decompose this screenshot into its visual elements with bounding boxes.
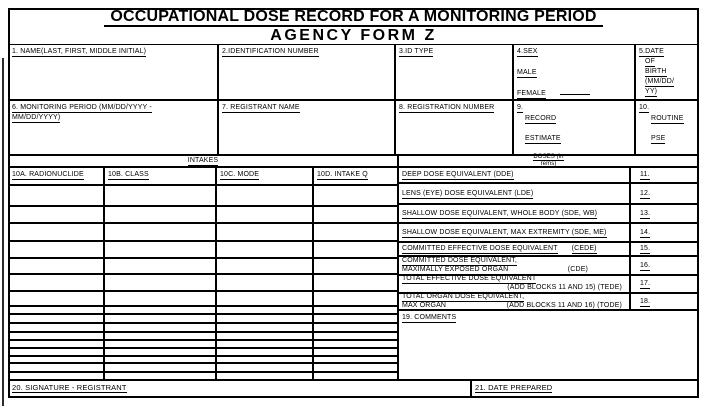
intake-cell xyxy=(8,363,104,372)
cede-abbrev: (CEDE) xyxy=(571,245,597,252)
intake-cell xyxy=(104,185,216,206)
dose-num-18 xyxy=(630,293,699,310)
mode-header: 10C. MODE xyxy=(220,171,260,178)
intake-cell xyxy=(313,206,398,223)
intake-cell xyxy=(8,348,104,356)
intake-cell xyxy=(313,291,398,306)
intake-cell xyxy=(313,348,398,356)
intake-cell xyxy=(104,291,216,306)
registrant-name-label: 7. REGISTRANT NAME xyxy=(222,104,300,111)
intakes-section-label: INTAKES xyxy=(187,157,219,164)
dose-num-11 xyxy=(630,167,699,183)
intake-cell xyxy=(313,356,398,363)
intake-cell xyxy=(216,241,313,258)
intake-cell xyxy=(8,356,104,363)
dob-line: (MM/DD/ xyxy=(645,78,675,85)
block-12: 12. xyxy=(640,189,651,197)
monitoring-period-label: 6. MONITORING PERIOD (MM/DD/YYYY - xyxy=(12,104,152,111)
intake-cell xyxy=(216,356,313,363)
intake-cell xyxy=(216,340,313,348)
comments-field xyxy=(398,310,699,380)
intake-cell xyxy=(216,306,313,314)
intakes-col-radionuclide xyxy=(8,167,104,185)
tode-label-line2: MAX ORGAN xyxy=(402,301,447,309)
intake-cell xyxy=(104,372,216,380)
dose-row-tode xyxy=(398,293,630,310)
dose-num-16 xyxy=(630,256,699,275)
sde-me-label: SHALLOW DOSE EQUIVALENT, MAX EXTREMITY (SDE, ME) xyxy=(402,228,607,236)
block-13: 13. xyxy=(640,209,651,217)
intake-cell xyxy=(8,332,104,340)
intake-cell xyxy=(8,206,104,223)
dose-num-14 xyxy=(630,223,699,242)
field-registration-number xyxy=(395,100,513,155)
routine-number: 10. xyxy=(639,104,650,111)
intake-cell xyxy=(313,323,398,332)
signature-label: 20. SIGNATURE - REGISTRANT xyxy=(12,383,127,392)
dob-line: 5.DATE xyxy=(639,48,664,55)
estimate-option: ESTIMATE xyxy=(525,135,561,142)
id-type-label: 3.ID TYPE xyxy=(399,48,434,55)
cede-label: COMMITTED EFFECTIVE DOSE EQUIVALENT xyxy=(402,245,558,252)
intake-cell xyxy=(104,323,216,332)
radionuclide-header: 10A. RADIONUCLIDE xyxy=(12,171,84,178)
field-routine-pse xyxy=(635,100,699,155)
dob-line: BIRTH xyxy=(645,68,667,75)
routine-option: ROUTINE xyxy=(651,115,684,122)
sex-blank-line xyxy=(560,94,590,95)
intake-cell xyxy=(8,340,104,348)
dose-num-13 xyxy=(630,204,699,223)
intakes-col-intake-q xyxy=(313,167,398,185)
field-identification-number xyxy=(218,44,395,100)
intake-cell xyxy=(216,372,313,380)
intake-cell xyxy=(8,323,104,332)
intake-cell xyxy=(216,332,313,340)
field-name xyxy=(8,44,218,100)
tede-label-line2: (ADD BLOCKS 11 AND 15) (TEDE) xyxy=(507,284,622,291)
intake-cell xyxy=(8,258,104,274)
form-subtitle: AGENCY FORM Z xyxy=(264,27,442,46)
intake-cell xyxy=(104,332,216,340)
intake-cell xyxy=(313,223,398,241)
tode-abbrev: (ADD BLOCKS 11 AND 16) (TODE) xyxy=(506,301,622,309)
dose-row-sde-me xyxy=(398,223,630,242)
intake-cell xyxy=(104,274,216,291)
intake-cell xyxy=(313,306,398,314)
intake-cell xyxy=(216,348,313,356)
block-15: 15. xyxy=(640,245,651,252)
date-prepared-field xyxy=(471,380,699,398)
tede-label-line1: TOTAL EFFECTIVE DOSE EQUIVALENT xyxy=(402,275,537,282)
intake-cell xyxy=(8,291,104,306)
field-monitoring-period xyxy=(8,100,218,155)
cde-abbrev: (CDE) xyxy=(567,265,588,273)
intake-cell xyxy=(8,372,104,380)
intake-cell xyxy=(216,274,313,291)
field-id-type xyxy=(395,44,513,100)
intakes-col-mode xyxy=(216,167,313,185)
intake-cell xyxy=(313,314,398,323)
dob-line: YY) xyxy=(645,88,658,95)
intakes-section-header xyxy=(8,155,398,167)
identification-number-label: 2.IDENTIFICATION NUMBER xyxy=(222,48,319,55)
block-16: 16. xyxy=(640,261,651,269)
dose-row-lde xyxy=(398,183,630,204)
doses-section-label2: rems) xyxy=(540,161,557,167)
intake-cell xyxy=(104,314,216,323)
dose-num-12 xyxy=(630,183,699,204)
intake-cell xyxy=(8,314,104,323)
intake-cell xyxy=(313,274,398,291)
name-label: 1. NAME(LAST, FIRST, MIDDLE INITIAL) xyxy=(12,48,147,55)
intake-cell xyxy=(216,323,313,332)
sex-male-label: MALE xyxy=(517,69,537,76)
block-14: 14. xyxy=(640,228,651,236)
intake-cell xyxy=(216,258,313,274)
intake-cell xyxy=(8,274,104,291)
intake-cell xyxy=(8,306,104,314)
lde-label: LENS (EYE) DOSE EQUIVALENT (LDE) xyxy=(402,189,534,197)
dose-num-17 xyxy=(630,275,699,293)
intake-cell xyxy=(8,223,104,241)
intake-cell xyxy=(104,223,216,241)
intake-cell xyxy=(216,363,313,372)
intake-cell xyxy=(313,340,398,348)
field-date-of-birth xyxy=(635,44,699,100)
pse-option: PSE xyxy=(651,135,666,142)
intake-cell xyxy=(104,356,216,363)
intake-cell xyxy=(104,348,216,356)
sex-female-label: FEMALE xyxy=(517,90,546,97)
doses-section-label: DOSES (in xyxy=(533,154,564,160)
dose-num-15 xyxy=(630,242,699,256)
block-18: 18. xyxy=(640,297,651,305)
dose-row-cede xyxy=(398,242,630,256)
comments-label: 19. COMMENTS xyxy=(402,314,457,321)
intake-cell xyxy=(313,258,398,274)
dde-label: DEEP DOSE EQUIVALENT (DDE) xyxy=(402,171,514,178)
intake-cell xyxy=(216,223,313,241)
sex-label: 4.SEX xyxy=(517,48,538,55)
intake-cell xyxy=(104,206,216,223)
doses-section-header xyxy=(398,155,699,167)
block-17: 17. xyxy=(640,280,651,287)
monitoring-period-label2: MM/DD/YYYY) xyxy=(12,114,61,121)
dob-line: OF xyxy=(645,58,656,65)
intake-cell xyxy=(104,241,216,258)
intakes-col-class xyxy=(104,167,216,185)
intake-cell xyxy=(313,372,398,380)
intake-cell xyxy=(216,291,313,306)
intake-q-header: 10D. INTAKE Q xyxy=(317,171,368,178)
signature-field xyxy=(8,380,471,398)
dose-row-dde xyxy=(398,167,630,183)
intake-cell xyxy=(313,241,398,258)
cde-label-line2: MAXIMALLY EXPOSED ORGAN xyxy=(402,265,509,273)
cde-label-line1: COMMITTED DOSE EQUIVALENT, xyxy=(402,256,518,264)
date-prepared-label: 21. DATE PREPARED xyxy=(475,383,553,392)
dose-record-form xyxy=(8,8,699,398)
intake-cell xyxy=(313,363,398,372)
intake-cell xyxy=(104,258,216,274)
intake-cell xyxy=(104,363,216,372)
dose-row-cde xyxy=(398,256,630,275)
tode-label-line1: TOTAL ORGAN DOSE EQUIVALENT, xyxy=(402,292,525,300)
intake-cell xyxy=(8,241,104,258)
field-registrant-name xyxy=(218,100,395,155)
field-record-estimate xyxy=(513,100,635,155)
block-11: 11. xyxy=(640,171,650,178)
dose-row-tede xyxy=(398,275,630,293)
sde-wb-label: SHALLOW DOSE EQUIVALENT, WHOLE BODY (SDE, WB) xyxy=(402,209,598,217)
form-title-block xyxy=(8,8,699,44)
intake-cell xyxy=(313,332,398,340)
intake-cell xyxy=(104,340,216,348)
scan-edge-artifact xyxy=(2,58,4,406)
form-title: OCCUPATIONAL DOSE RECORD FOR A MONITORING PERIOD xyxy=(104,8,602,27)
record-option: RECORD xyxy=(525,115,557,122)
intake-cell xyxy=(8,185,104,206)
field-sex xyxy=(513,44,635,100)
intake-cell xyxy=(216,185,313,206)
class-header: 10B. CLASS xyxy=(108,171,149,178)
registration-number-label: 8. REGISTRATION NUMBER xyxy=(399,104,495,111)
intake-cell xyxy=(313,185,398,206)
record-number: 9. xyxy=(517,104,524,111)
dose-row-sde-wb xyxy=(398,204,630,223)
intake-cell xyxy=(216,314,313,323)
intake-cell xyxy=(216,206,313,223)
intake-cell xyxy=(104,306,216,314)
